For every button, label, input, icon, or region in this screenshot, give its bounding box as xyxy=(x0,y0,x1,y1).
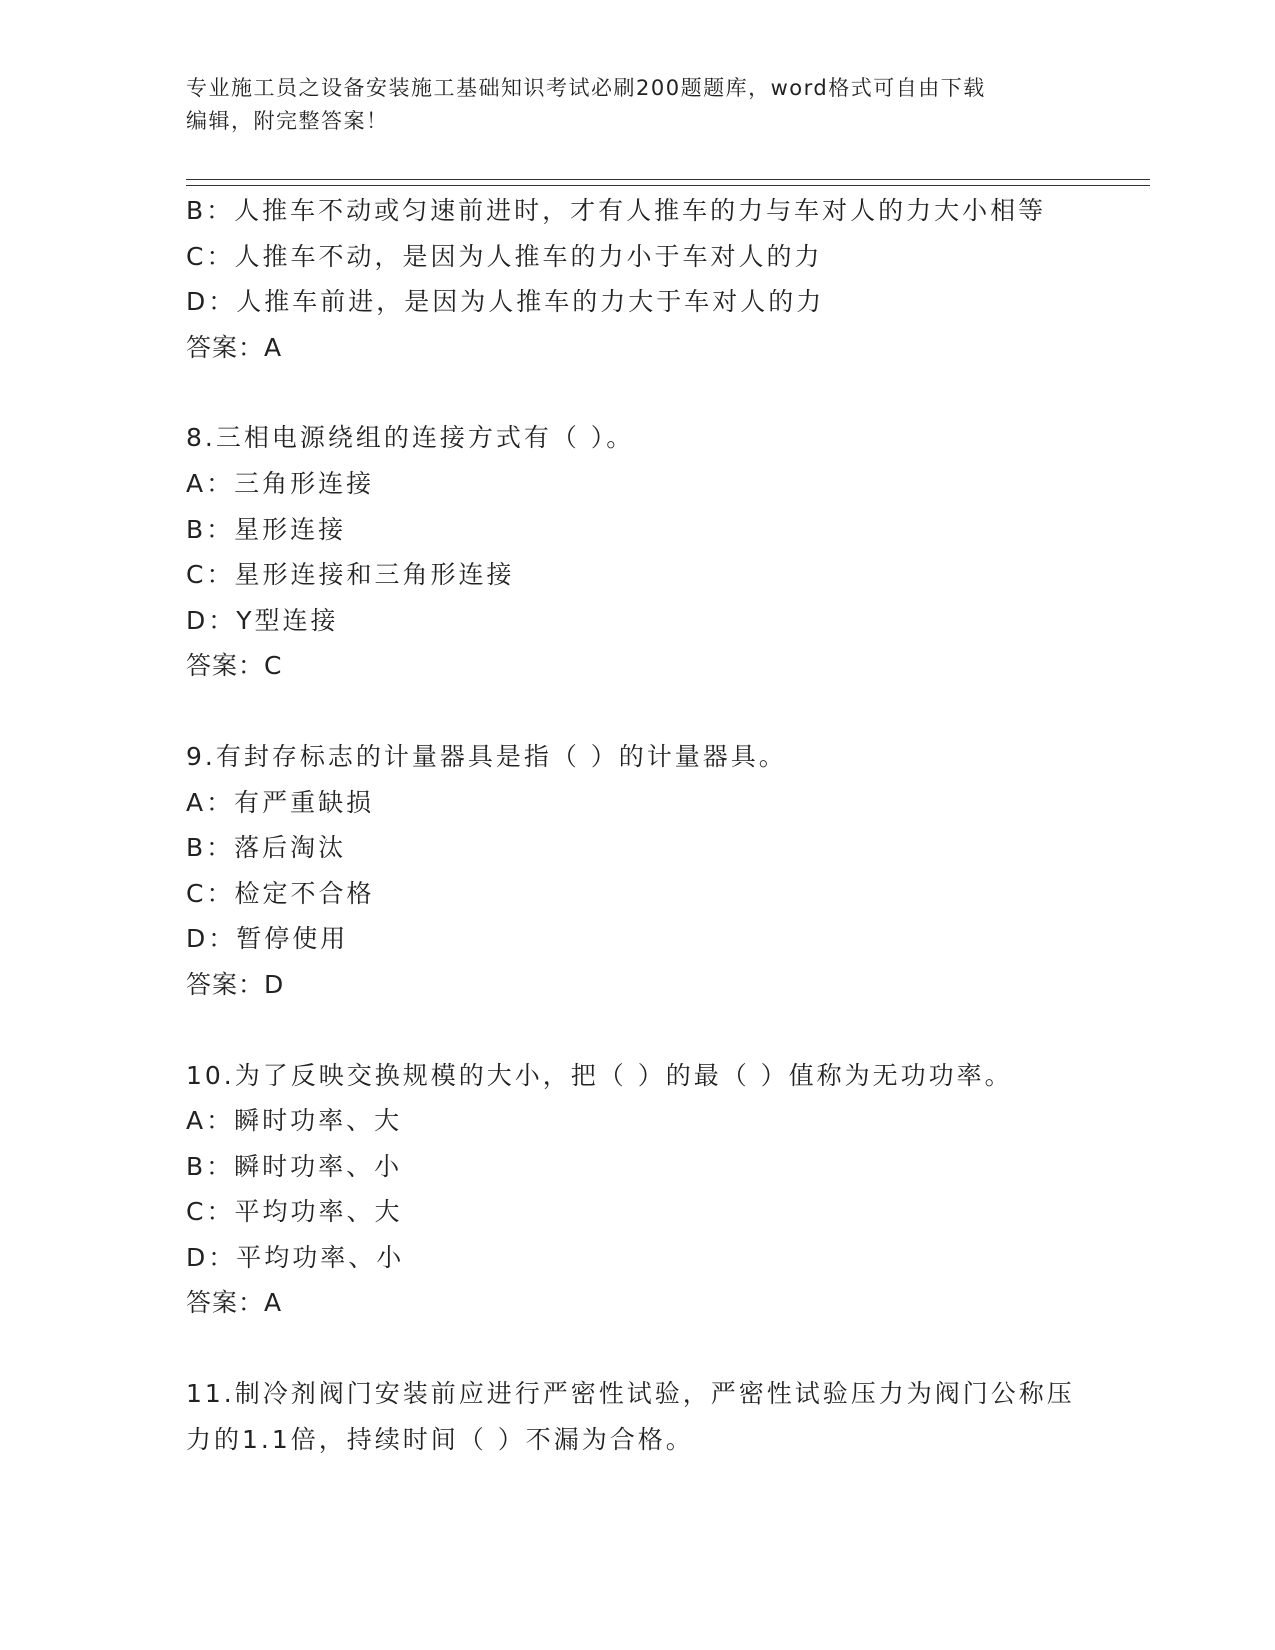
option-c: C：平均功率、大 xyxy=(186,1197,403,1227)
option-c: C：人推车不动，是因为人推车的力小于车对人的力 xyxy=(186,241,823,271)
option-a: A：有严重缺损 xyxy=(186,787,375,817)
question-title: 10.为了反映交换规模的大小，把（ ）的最（ ）值称为无功功率。 xyxy=(186,1060,1013,1090)
header-rule-top xyxy=(186,179,1150,180)
option-a: A：瞬时功率、大 xyxy=(186,1106,403,1136)
question-title: 8.三相电源绕组的连接方式有（ ）。 xyxy=(186,423,635,453)
option-d: D：Y型连接 xyxy=(186,605,339,635)
option-c: C：检定不合格 xyxy=(186,878,375,908)
document-header: 专业施工员之设备安装施工基础知识考试必刷200题题库，word格式可自由下载 编辑，附完整答案！ xyxy=(186,76,986,133)
spacer xyxy=(186,689,1106,734)
option-b: B：瞬时功率、小 xyxy=(186,1151,403,1181)
question-11 xyxy=(186,1371,1106,1462)
question-7-tail xyxy=(186,188,1106,370)
question-title: 9.有封存标志的计量器具是指（ ）的计量器具。 xyxy=(186,741,787,771)
option-c: C：星形连接和三角形连接 xyxy=(186,560,515,590)
option-b: B：落后淘汰 xyxy=(186,833,347,863)
spacer xyxy=(186,370,1106,415)
answer: 答案：D xyxy=(186,969,285,999)
option-d: D：暂停使用 xyxy=(186,924,349,954)
option-d: D：人推车前进，是因为人推车的力大于车对人的力 xyxy=(186,287,825,317)
spacer xyxy=(186,1008,1106,1053)
option-b: B：星形连接 xyxy=(186,514,347,544)
option-d: D：平均功率、小 xyxy=(186,1242,405,1272)
question-content xyxy=(186,188,1106,1462)
question-10 xyxy=(186,1053,1106,1327)
answer: 答案：A xyxy=(186,332,283,362)
answer: 答案：C xyxy=(186,651,283,681)
question-9 xyxy=(186,734,1106,1008)
option-a: A：三角形连接 xyxy=(186,468,375,498)
question-8 xyxy=(186,415,1106,689)
question-title: 11.制冷剂阀门安装前应进行严密性试验，严密性试验压力为阀门公称压力的1.1倍，持续时间（ ）不漏为合格。 xyxy=(186,1379,1075,1454)
option-b: B：人推车不动或匀速前进时，才有人推车的力与车对人的力大小相等 xyxy=(186,196,1047,225)
header-rule-bottom xyxy=(186,185,1150,186)
spacer xyxy=(186,1326,1106,1371)
answer: 答案：A xyxy=(186,1288,283,1318)
